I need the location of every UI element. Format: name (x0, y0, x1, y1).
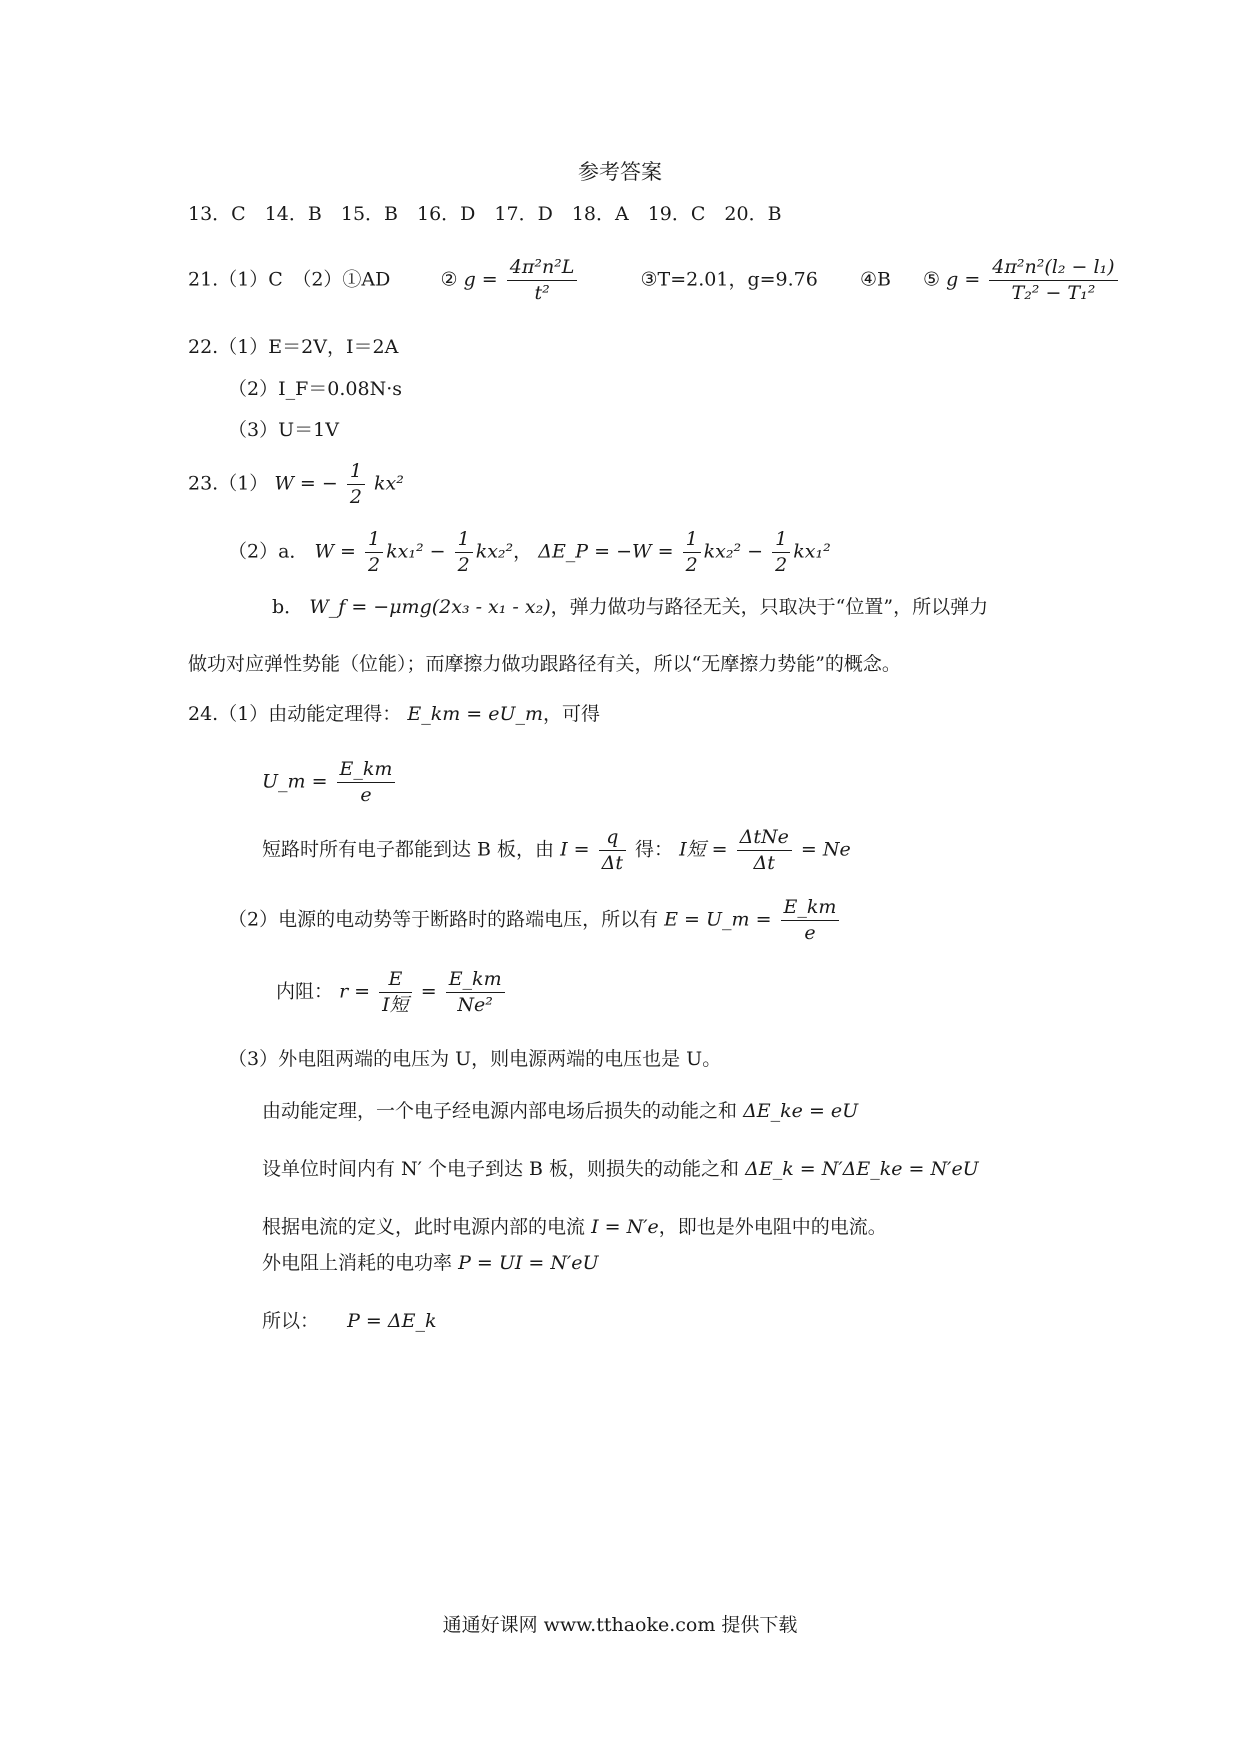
page-title: 参考答案 (578, 160, 662, 184)
q24-r-fraction-2 (446, 970, 505, 1015)
q22-p2: （2）I_F＝0.08N·s (228, 378, 402, 400)
q21-p4: ④B (859, 268, 891, 291)
q24-p3-line2-eq: ΔE_ke = eU (743, 1100, 859, 1122)
mc-answers: 13．C 14．B 15．B 16．D 17．D 18．A 19．C 20．B (188, 203, 782, 225)
q24-p2-num: E_km (781, 898, 840, 921)
q24-r-lhs: r = (339, 980, 371, 1003)
q23-p1 (188, 462, 404, 507)
q24-p2 (228, 898, 842, 943)
q24-p3-line3 (262, 1160, 979, 1179)
q24-short-fraction (599, 828, 626, 873)
q24-p2-den: e (804, 922, 816, 944)
q24-p1 (188, 705, 600, 724)
q24-p3-line4-tail: ，即也是外电阻中的电流。 (658, 1216, 887, 1238)
half-num: 1 (683, 530, 701, 553)
q23-p2b-expr: W_f = −μmg(2x₃ - x₁ - x₂) (309, 596, 551, 618)
q23-p2b-text: ，弹力做功与路径无关，只取决于“位置”，所以弹力 (550, 596, 989, 618)
q23-kx1sq-2: kx₁² (793, 540, 831, 563)
q23-p2b (272, 598, 988, 617)
q24-r-eq: = (420, 980, 437, 1003)
q24-short (262, 828, 851, 873)
q24-ishort-den: Δt (753, 852, 775, 874)
q24-short-num: q (599, 828, 626, 851)
q24-p3-line6-text: 所以： (262, 1310, 320, 1332)
q24-p2-lhs: E = U_m = (664, 908, 772, 931)
q21-p5-den: T₂² − T₁² (1011, 282, 1096, 304)
q24-p3-line4 (262, 1218, 887, 1237)
q24-p3-line4-text: 根据电流的定义，此时电源内部的电流 (262, 1216, 586, 1238)
q21-p2-num: 4π²n²L (507, 258, 578, 281)
q23-p1-fraction (347, 462, 365, 507)
q24-short-mid: 得： (635, 838, 674, 861)
q23-half-4 (772, 530, 790, 575)
q24-short-lhs: I = (560, 838, 590, 861)
q24-p3-line4-eq: I = N′e (591, 1216, 659, 1238)
q24-short-den: Δt (601, 852, 623, 874)
q23-half-1 (365, 530, 383, 575)
q24-r-den1: I短 (382, 994, 409, 1016)
q24-p3-line5-eq: P = UI = N′eU (458, 1252, 599, 1274)
q21-p5-label: ⑤ (923, 268, 941, 291)
q24-p1-eq: E_km = eU_m (407, 703, 544, 725)
q21-p5-fraction (989, 258, 1117, 303)
page-footer: 通通好课网 www.tthaoke.com 提供下载 (442, 1614, 798, 1636)
q24-p2-text: （2）电源的电动势等于断路时的路端电压，所以有 (228, 908, 659, 931)
minus-sign: − (429, 540, 446, 563)
q24-ishort-fraction (737, 828, 792, 873)
q24-p3-line2-text: 由动能定理，一个电子经电源内部电场后损失的动能之和 (262, 1100, 738, 1122)
q23-p1-rhs: kx² (374, 472, 404, 495)
q24-r-num2: E_km (446, 970, 505, 993)
q24-p3-line5-text: 外电阻上消耗的电功率 (262, 1252, 453, 1274)
half-den: 2 (775, 554, 788, 576)
q23-p1-lhs: W = − (274, 472, 338, 495)
half-num: 1 (772, 530, 790, 553)
q23-kx2sq-2: kx₂² (703, 540, 742, 563)
q21-p5-num: 4π²n²(l₂ − l₁) (989, 258, 1117, 281)
half-den: 2 (685, 554, 698, 576)
q23-kx2sq: kx₂² (475, 540, 514, 563)
q23-half-2 (455, 530, 473, 575)
q23-p1-prefix: 23.（1） (188, 472, 269, 495)
q23-half-3 (683, 530, 701, 575)
q24-p1-tail: ，可得 (543, 703, 601, 725)
q21-line (188, 258, 1121, 303)
q24-p3-line5 (262, 1254, 599, 1273)
q21-p3: ③T=2.01，g=9.76 (640, 268, 818, 291)
half-den: 2 (457, 554, 470, 576)
q24-um-lhs: U_m = (262, 770, 328, 793)
q23-p2b-cont: 做功对应弹性势能（位能）；而摩擦力做功跟路径有关，所以“无摩擦力势能”的概念。 (188, 653, 901, 675)
q22-p1: 22.（1）E＝2V，I＝2A (188, 336, 399, 358)
q24-r-fraction-1 (379, 970, 412, 1015)
q24-r-label: 内阻： (276, 980, 334, 1003)
q21-p2-lhs: g = (463, 268, 498, 291)
q24-p2-fraction (781, 898, 840, 943)
q24-um (262, 760, 398, 805)
q24-um-num: E_km (337, 760, 396, 783)
q24-short-text: 短路时所有电子都能到达 B 板，由 (262, 838, 555, 861)
q23-p1-num: 1 (347, 462, 365, 485)
q24-ishort-rhs: = Ne (800, 838, 851, 861)
q23-p2a-expr1: W = (314, 540, 356, 563)
q21-p2-den: t² (534, 282, 550, 304)
q23-p2b-prefix: b． (272, 596, 304, 618)
q24-p3-line6 (262, 1312, 437, 1331)
q23-p2a-expr2: ΔE_P = −W = (538, 540, 674, 563)
q24-ishort-lhs: I短 = (679, 838, 728, 861)
half-num: 1 (455, 530, 473, 553)
q23-p1-den: 2 (349, 486, 362, 508)
q24-p3-line2 (262, 1102, 858, 1121)
q24-p3-line3-text: 设单位时间内有 N′ 个电子到达 B 板，则损失的动能之和 (262, 1158, 740, 1180)
q22-p3: （3）U＝1V (228, 419, 339, 441)
q21-p2-fraction (507, 258, 578, 303)
q21-p2-label: ② (440, 268, 458, 291)
q24-r (276, 970, 508, 1015)
q24-p1-intro: 24.（1）由动能定理得： (188, 703, 402, 725)
q23-kx1sq: kx₁² (386, 540, 424, 563)
minus-sign: − (747, 540, 764, 563)
q24-p3-line1: （3）外电阻两端的电压为 U，则电源两端的电压也是 U。 (228, 1048, 722, 1070)
q23-p2a (228, 530, 831, 575)
q24-r-den2: Ne² (457, 994, 493, 1016)
comma: ， (513, 540, 533, 563)
q24-um-den: e (360, 784, 372, 806)
q24-p3-line3-eq: ΔE_k = N′ΔE_ke = N′eU (745, 1158, 979, 1180)
q24-ishort-num: ΔtNe (737, 828, 792, 851)
q21-prefix: 21.（1）C （2）①AD (188, 268, 391, 291)
half-den: 2 (368, 554, 381, 576)
half-num: 1 (365, 530, 383, 553)
q21-p5-lhs: g = (946, 268, 981, 291)
q24-um-fraction (337, 760, 396, 805)
q24-r-num1: E (379, 970, 412, 993)
q23-p2a-prefix: （2）a． (228, 540, 309, 563)
q24-p3-line6-eq: P = ΔE_k (347, 1310, 437, 1332)
